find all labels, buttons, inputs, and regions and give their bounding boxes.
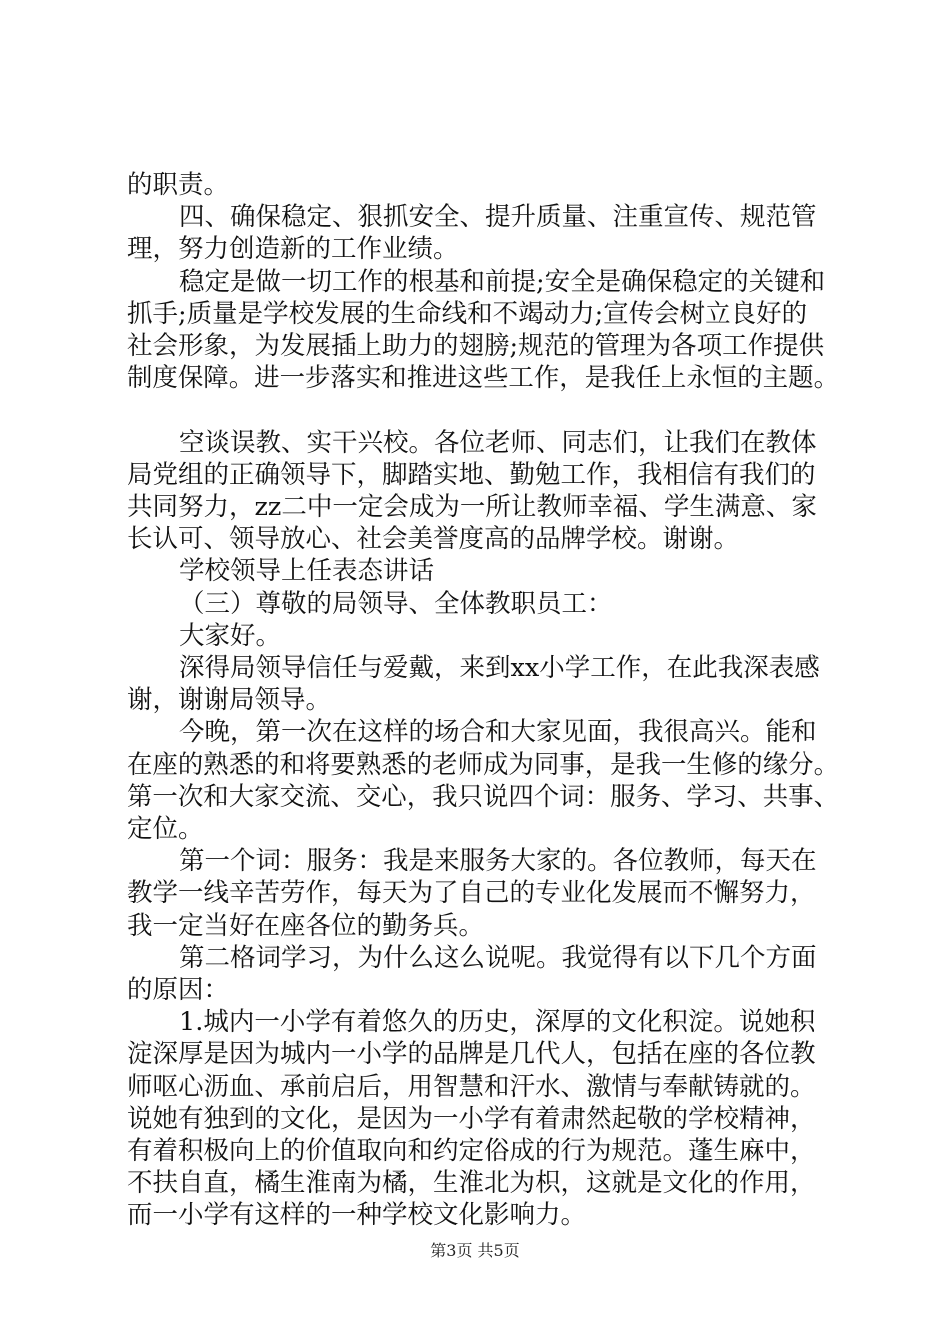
text-line: 今晚，第一次在这样的场合和大家见面，我很高兴。能和 — [179, 717, 817, 747]
text-line: 在座的熟悉的和将要熟悉的老师成为同事，是我一生修的缘分。 — [127, 750, 840, 780]
text-line: 空谈误教、实干兴校。各位老师、同志们，让我们在教体 — [179, 428, 817, 458]
text-line: 有着积极向上的价值取向和约定俗成的行为规范。蓬生麻中， — [127, 1136, 816, 1166]
text-line: 我一定当好在座各位的勤务兵。 — [127, 911, 485, 941]
text-line: 师呕心沥血、承前启后，用智慧和汗水、激情与奉献铸就的。 — [127, 1072, 816, 1102]
text-line: 淀深厚是因为城内一小学的品牌是几代人，包括在座的各位教 — [127, 1039, 816, 1069]
text-line: 深得局领导信任与爱戴，来到xx小学工作，在此我深表感 — [179, 653, 820, 683]
text-line: 长认可、领导放心、社会美誉度高的品牌学校。谢谢。 — [127, 524, 740, 554]
text-line: 共同努力，zz二中一定会成为一所让教师幸福、学生满意、家 — [127, 492, 817, 522]
text-line: （三）尊敬的局领导、全体教职员工： — [179, 589, 613, 619]
text-line: 第二格词学习，为什么这么说呢。我觉得有以下几个方面 — [179, 943, 817, 973]
text-line: 1.城内一小学有着悠久的历史，深厚的文化积淀。说她积 — [179, 1007, 816, 1037]
text-line: 定位。 — [127, 814, 204, 844]
text-line: 而一小学有这样的一种学校文化影响力。 — [127, 1200, 587, 1230]
text-line: 稳定是做一切工作的根基和前提;安全是确保稳定的关键和 — [179, 267, 826, 297]
text-line: 的原因： — [127, 975, 230, 1005]
text-line: 理，努力创造新的工作业绩。 — [127, 234, 459, 264]
text-line: 四、确保稳定、狠抓安全、提升质量、注重宣传、规范管 — [179, 202, 817, 232]
text-line: 教学一线辛苦劳作，每天为了自己的专业化发展而不懈努力， — [127, 878, 816, 908]
text-line: 第一次和大家交流、交心，我只说四个词：服务、学习、共事、 — [127, 782, 840, 812]
text-line: 制度保障。进一步落实和推进这些工作，是我任上永恒的主题。 — [127, 363, 840, 393]
text-line: 大家好。 — [179, 621, 282, 651]
text-line: 说她有独到的文化，是因为一小学有着肃然起敬的学校精神， — [127, 1104, 816, 1134]
text-line: 谢，谢谢局领导。 — [127, 685, 332, 715]
text-line: 学校领导上任表态讲话 — [179, 556, 435, 586]
text-line: 局党组的正确领导下，脚踏实地、勤勉工作，我相信有我们的 — [127, 460, 816, 490]
text-line: 的职责。 — [127, 170, 230, 200]
text-line: 不扶自直，橘生淮南为橘，生淮北为枳，这就是文化的作用， — [127, 1168, 816, 1198]
text-line: 抓手;质量是学校发展的生命线和不竭动力;宣传会树立良好的 — [127, 299, 808, 329]
text-line: 社会形象，为发展插上助力的翅膀;规范的管理为各项工作提供 — [127, 331, 825, 361]
text-line: 第一个词：服务：我是来服务大家的。各位教师，每天在 — [179, 846, 817, 876]
page-footer: 第3页 共5页 — [430, 1241, 520, 1260]
